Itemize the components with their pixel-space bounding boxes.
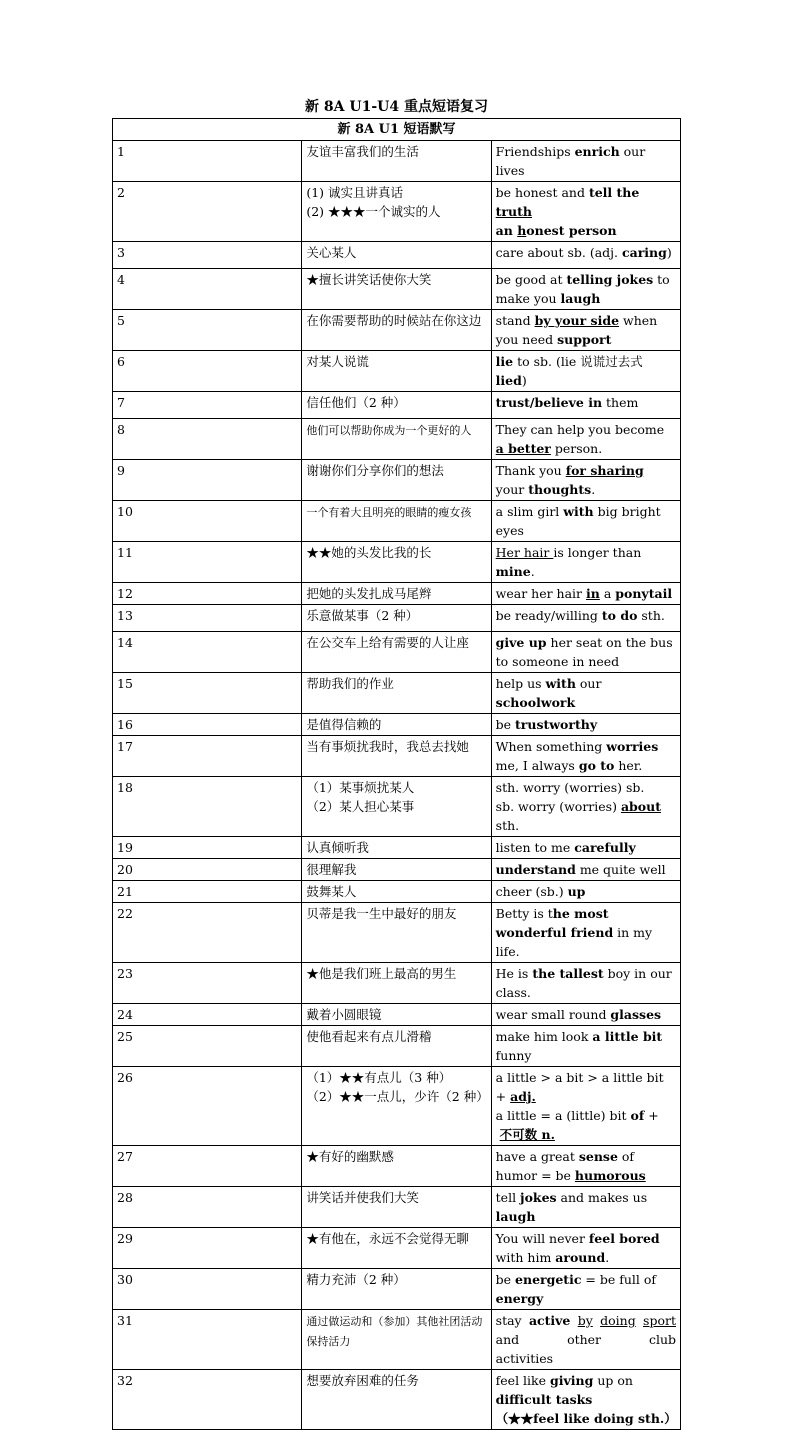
row-number: 10	[113, 501, 302, 542]
table-row	[113, 632, 681, 673]
row-number: 26	[113, 1067, 302, 1146]
row-number: 23	[113, 963, 302, 1004]
table-row	[113, 673, 681, 714]
english-phrase: lie to sb. (lie 说谎过去式 lied)	[491, 351, 680, 392]
table-row	[113, 141, 681, 182]
chinese-phrase: 认真倾听我	[302, 837, 491, 859]
english-phrase: stand by your side when you need support	[491, 310, 680, 351]
english-phrase: stay active by doing sport and other club activities	[491, 1310, 680, 1370]
english-phrase: tell jokes and makes us laugh	[491, 1187, 680, 1228]
row-number: 28	[113, 1187, 302, 1228]
english-phrase: listen to me carefully	[491, 837, 680, 859]
table-row	[113, 392, 681, 419]
english-phrase: understand me quite well	[491, 859, 680, 881]
english-phrase: a little > a bit > a little bit + adj. a little = a (little) bit of + 不可数 n.	[491, 1067, 680, 1146]
table-row	[113, 777, 681, 837]
english-phrase: feel like giving up on difficult tasks （★★feel like doing sth.）	[491, 1370, 680, 1430]
chinese-phrase: ★擅长讲笑话使你大笑	[302, 269, 491, 310]
chinese-phrase: ★有好的幽默感	[302, 1146, 491, 1187]
chinese-phrase: 在公交车上给有需要的人让座	[302, 632, 491, 673]
english-phrase: They can help you become a better person.	[491, 419, 680, 460]
english-phrase: be honest and tell the truth an honest person	[491, 182, 680, 242]
english-phrase: help us with our schoolwork	[491, 673, 680, 714]
table-row	[113, 1026, 681, 1067]
chinese-phrase: 很理解我	[302, 859, 491, 881]
chinese-phrase: 谢谢你们分享你们的想法	[302, 460, 491, 501]
english-phrase: When something worries me, I always go to her.	[491, 736, 680, 777]
english-phrase: be energetic = be full of energy	[491, 1269, 680, 1310]
table-row	[113, 269, 681, 310]
row-number: 17	[113, 736, 302, 777]
english-phrase: Friendships enrich our lives	[491, 141, 680, 182]
chinese-phrase: 是值得信赖的	[302, 714, 491, 736]
chinese-phrase: ★有他在，永远不会觉得无聊	[302, 1228, 491, 1269]
row-number: 18	[113, 777, 302, 837]
table-row	[113, 859, 681, 881]
chinese-phrase: 关心某人	[302, 242, 491, 269]
english-phrase: have a great sense of humor = be humorous	[491, 1146, 680, 1187]
chinese-phrase: 使他看起来有点儿滑稽	[302, 1026, 491, 1067]
english-phrase: sth. worry (worries) sb. sb. worry (worries) about sth.	[491, 777, 680, 837]
english-phrase: He is the tallest boy in our class.	[491, 963, 680, 1004]
chinese-phrase: 精力充沛（2 种）	[302, 1269, 491, 1310]
table-row	[113, 1370, 681, 1430]
chinese-phrase: 想要放弃困难的任务	[302, 1370, 491, 1430]
english-phrase: be good at telling jokes to make you laugh	[491, 269, 680, 310]
table-row	[113, 182, 681, 242]
chinese-phrase: 通过做运动和（参加）其他社团活动保持活力	[302, 1310, 491, 1370]
row-number: 11	[113, 542, 302, 583]
chinese-phrase: 他们可以帮助你成为一个更好的人	[302, 419, 491, 460]
table-row	[113, 542, 681, 583]
row-number: 22	[113, 903, 302, 963]
row-number: 19	[113, 837, 302, 859]
table-row	[113, 310, 681, 351]
chinese-phrase: (1) 诚实且讲真话 (2) ★★★一个诚实的人	[302, 182, 491, 242]
table-row	[113, 583, 681, 605]
table-row	[113, 242, 681, 269]
row-number: 7	[113, 392, 302, 419]
table-row	[113, 460, 681, 501]
row-number: 2	[113, 182, 302, 242]
chinese-phrase: （1）★★有点儿（3 种） （2）★★一点儿，少许（2 种）	[302, 1067, 491, 1146]
chinese-phrase: （1）某事烦扰某人 （2）某人担心某事	[302, 777, 491, 837]
english-phrase: care about sb. (adj. caring)	[491, 242, 680, 269]
row-number: 27	[113, 1146, 302, 1187]
english-phrase: give up her seat on the bus to someone in need	[491, 632, 680, 673]
chinese-phrase: ★他是我们班上最高的男生	[302, 963, 491, 1004]
table-row	[113, 351, 681, 392]
row-number: 31	[113, 1310, 302, 1370]
row-number: 15	[113, 673, 302, 714]
english-phrase: Betty is the most wonderful friend in my life.	[491, 903, 680, 963]
chinese-phrase: 在你需要帮助的时候站在你这边	[302, 310, 491, 351]
chinese-phrase: 戴着小圆眼镜	[302, 1004, 491, 1026]
row-number: 8	[113, 419, 302, 460]
row-number: 3	[113, 242, 302, 269]
english-phrase: Thank you for sharing your thoughts.	[491, 460, 680, 501]
chinese-phrase: 讲笑话并使我们大笑	[302, 1187, 491, 1228]
row-number: 29	[113, 1228, 302, 1269]
row-number: 4	[113, 269, 302, 310]
row-number: 13	[113, 605, 302, 632]
table-subtitle: 新 8A U1 短语默写	[113, 119, 681, 141]
row-number: 6	[113, 351, 302, 392]
chinese-phrase: 对某人说谎	[302, 351, 491, 392]
table-row	[113, 1228, 681, 1269]
table-subtitle-row	[113, 119, 681, 141]
chinese-phrase: 帮助我们的作业	[302, 673, 491, 714]
row-number: 21	[113, 881, 302, 903]
row-number: 12	[113, 583, 302, 605]
chinese-phrase: 乐意做某事（2 种）	[302, 605, 491, 632]
chinese-phrase: 友谊丰富我们的生活	[302, 141, 491, 182]
english-phrase: be ready/willing to do sth.	[491, 605, 680, 632]
table-row	[113, 605, 681, 632]
phrase-table	[112, 118, 681, 1430]
chinese-phrase: 一个有着大且明亮的眼睛的瘦女孩	[302, 501, 491, 542]
english-phrase: make him look a little bit funny	[491, 1026, 680, 1067]
table-row	[113, 714, 681, 736]
table-row	[113, 881, 681, 903]
page-title: 新 8A U1-U4 重点短语复习	[305, 99, 488, 115]
table-row	[113, 1187, 681, 1228]
row-number: 16	[113, 714, 302, 736]
chinese-phrase: 把她的头发扎成马尾辫	[302, 583, 491, 605]
table-row	[113, 1004, 681, 1026]
chinese-phrase: 鼓舞某人	[302, 881, 491, 903]
row-number: 32	[113, 1370, 302, 1430]
table-row	[113, 736, 681, 777]
row-number: 25	[113, 1026, 302, 1067]
chinese-phrase: ★★她的头发比我的长	[302, 542, 491, 583]
row-number: 14	[113, 632, 302, 673]
english-phrase: wear her hair in a ponytail	[491, 583, 680, 605]
english-phrase: cheer (sb.) up	[491, 881, 680, 903]
row-number: 24	[113, 1004, 302, 1026]
english-phrase: a slim girl with big bright eyes	[491, 501, 680, 542]
table-row	[113, 1146, 681, 1187]
table-row	[113, 501, 681, 542]
table-row	[113, 1310, 681, 1370]
row-number: 1	[113, 141, 302, 182]
chinese-phrase: 贝蒂是我一生中最好的朋友	[302, 903, 491, 963]
english-phrase: Her hair is longer than mine.	[491, 542, 680, 583]
english-phrase: wear small round glasses	[491, 1004, 680, 1026]
chinese-phrase: 信任他们（2 种）	[302, 392, 491, 419]
table-row	[113, 903, 681, 963]
table-row	[113, 1067, 681, 1146]
row-number: 9	[113, 460, 302, 501]
english-phrase: be trustworthy	[491, 714, 680, 736]
row-number: 20	[113, 859, 302, 881]
table-row	[113, 419, 681, 460]
english-phrase: You will never feel bored with him around.	[491, 1228, 680, 1269]
chinese-phrase: 当有事烦扰我时，我总去找她	[302, 736, 491, 777]
row-number: 30	[113, 1269, 302, 1310]
table-row	[113, 963, 681, 1004]
english-phrase: trust/believe in them	[491, 392, 680, 419]
row-number: 5	[113, 310, 302, 351]
table-row	[113, 1269, 681, 1310]
table-row	[113, 837, 681, 859]
